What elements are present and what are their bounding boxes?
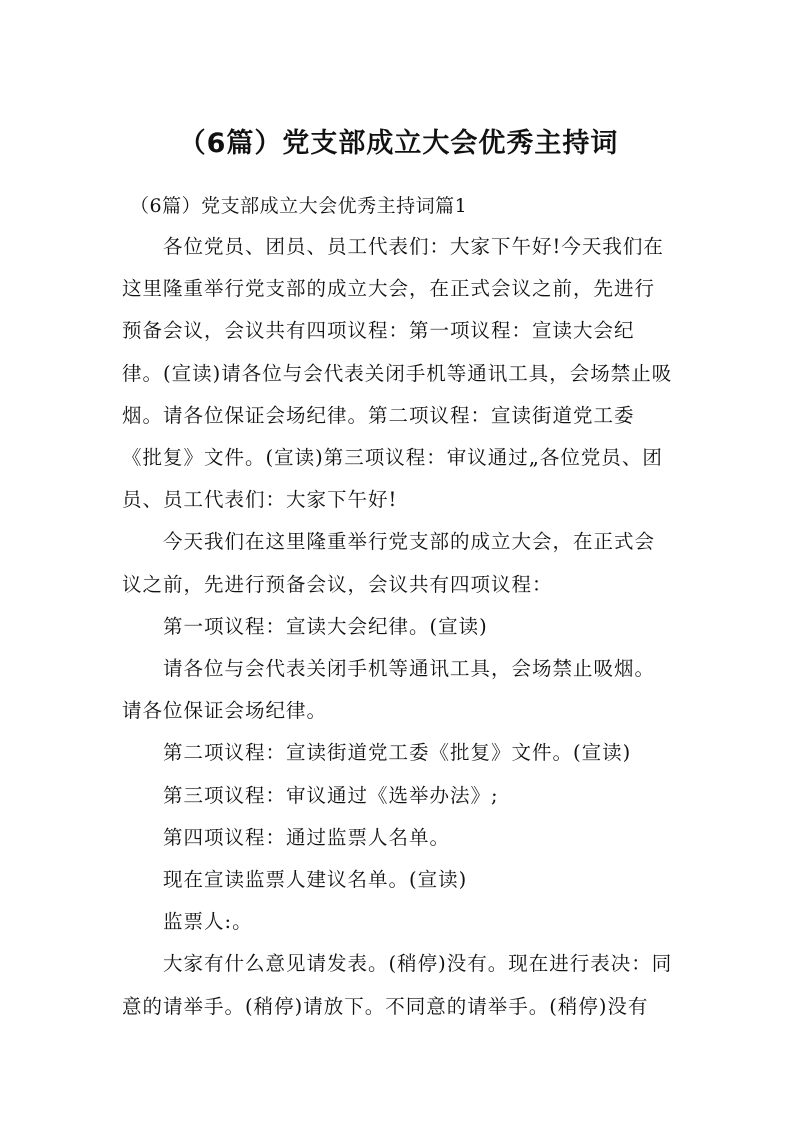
paragraph-5: 第二项议程：宣读街道党工委《批复》文件。(宣读) (163, 741, 632, 765)
paragraph-4: 请各位与会代表关闭手机等通讯工具，会场禁止吸烟。请各位保证会场纪律。 (122, 657, 656, 723)
paragraph-2: 今天我们在这里隆重举行党支部的成立大会，在正式会议之前，先进行预备会议，会议共有四项议程： (122, 530, 656, 596)
document-title: （6篇）党支部成立大会优秀主持词 (178, 128, 619, 159)
paragraph-7: 第四项议程：通过监票人名单。 (163, 825, 451, 849)
paragraph-6: 第三项议程：审议通过《选举办法》; (163, 783, 499, 807)
paragraph-8: 现在宣读监票人建议名单。(宣读) (163, 868, 468, 892)
section-heading: （6篇）党支部成立大会优秀主持词篇1 (130, 195, 468, 217)
paragraph-9: 监票人:。 (163, 910, 253, 934)
paragraph-3: 第一项议程：宣读大会纪律。(宣读) (163, 614, 488, 638)
paragraph-10: 大家有什么意见请发表。(稍停)没有。现在进行表决：同意的请举手。(稍停)请放下。不同意的请举手。(稍停)没有 (122, 952, 673, 1018)
paragraph-1: 各位党员、团员、员工代表们：大家下午好!今天我们在这里隆重举行党支部的成立大会，在正式会议之前，先进行预备会议，会议共有四项议程：第一项议程：宣读大会纪律。(宣读)请各位与会代表关闭手机等通讯工具，会场禁止吸烟。请各位保证会场纪律。第二项议程：宣读街道党工委《批复》文件。(宣读)第三项议程：审议通过„各位党员、团员、员工代表们：大家下午好! (122, 235, 673, 512)
